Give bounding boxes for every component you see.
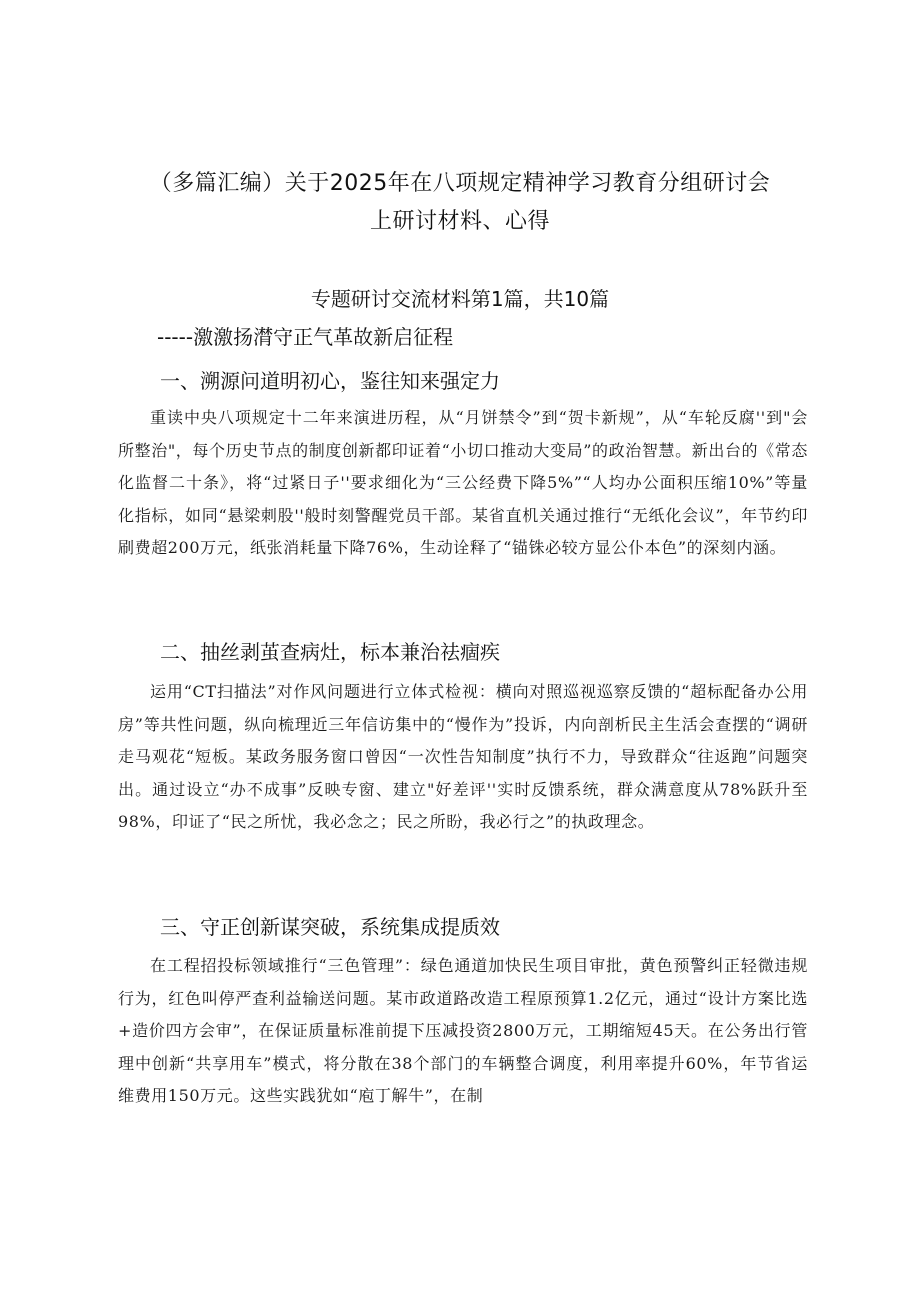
- section-2-body: 运用“CT扫描法”对作风问题进行立体式检视：横向对照巡视巡察反馈的“超标配备办公用房”等共性问题，纵向梳理近三年信访集中的“慢作为”投诉，内向剖析民主生活会查摆的“调研走马观花“短板。某政务服务窗口曾因“一次性告知制度”执行不力，导致群众“往返跑”问题突出。通过设立“办不成事”反映专窗、建立"好差评''实时反馈系统，群众满意度从78%跃升至98%，印证了“民之所忧，我必念之；民之所盼，我必行之”的执政理念。: [118, 682, 808, 832]
- section-3-body: 在工程招投标领域推行“三色管理”：绿色通道加快民生项目审批，黄色预警纠正轻微违规行为，红色叫停严查利益输送问题。某市政道路改造工程原预算1.2亿元，通过“设计方案比选+造价四方会审”，在保证质量标准前提下压减投资2800万元，工期缩短45天。在公务出行管理中创新“共享用车”模式，将分散在38个部门的车辆整合调度，利用率提升60%，年节省运维费用150万元。这些实践犹如“庖丁解牛”，在制: [118, 956, 808, 1106]
- section-1-body: 重读中央八项规定十二年来演进历程，从“月饼禁令”到“贺卡新规”，从“车轮反腐''到"会所整治"，每个历史节点的制度创新都印证着“小切口推动大变局”的政治智慧。新出台的《常态化监督二十条》，将“过紧日子''要求细化为“三公经费下降5%”“人均办公面积压缩10%”等量化指标，如同“悬梁刺股''般时刻警醒党员干部。某省直机关通过推行“无纸化会议”，年节约印刷费超200万元，纸张消耗量下降76%，生动诠释了“锚铢必较方显公仆本色”的深刻内涵。: [118, 408, 808, 558]
- document-title-line-2: 上研讨材料、心得: [369, 209, 550, 234]
- section-2-heading: 二、抽丝剥茧查病灶，标本兼治祛痼疾: [160, 640, 500, 664]
- document-subtitle: 专题研讨交流材料第1篇，共10篇: [310, 287, 610, 311]
- section-3-heading: 三、守正创新谋突破，系统集成提质效: [160, 915, 500, 939]
- section-1-heading: 一、溯源问道明初心，鉴往知来强定力: [160, 369, 500, 393]
- document-theme: -----激激扬潸守正气革故新启征程: [157, 325, 454, 349]
- document-title-line-1: （多篇汇编）关于2025年在八项规定精神学习教育分组研讨会: [149, 171, 771, 196]
